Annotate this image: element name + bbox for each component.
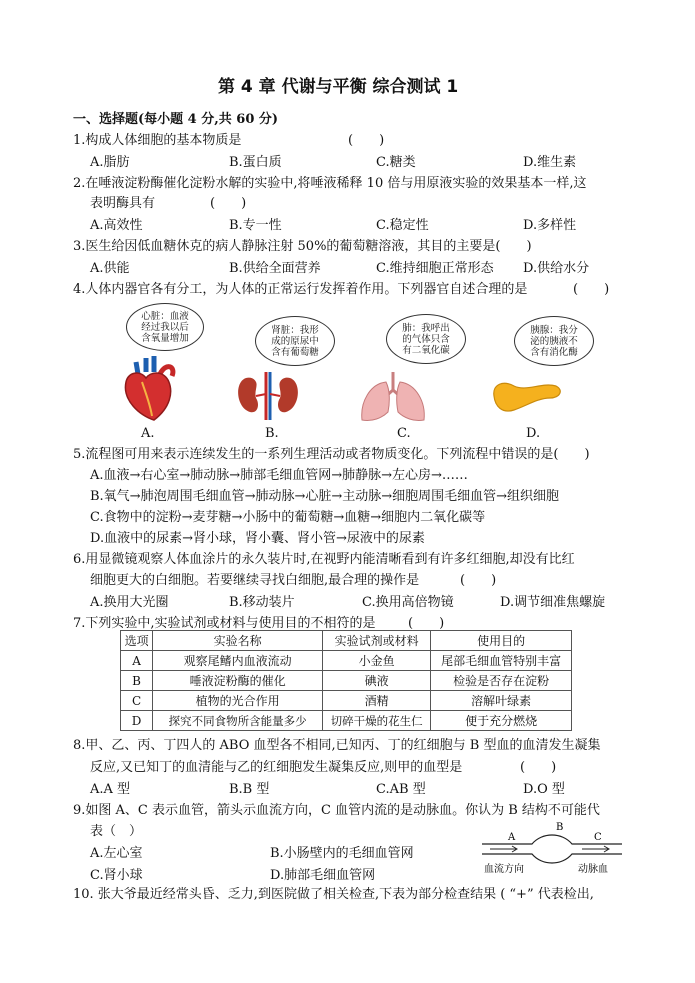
heart-icon bbox=[112, 352, 182, 422]
option-label: C. bbox=[397, 426, 411, 441]
page-title: 第 4 章 代谢与平衡 综合测试 1 bbox=[218, 77, 459, 97]
option: A.供能 bbox=[90, 261, 130, 276]
table-header: 实验试剂或材料 bbox=[323, 631, 431, 651]
question-3-stem: 3.医生给因低血糖休克的病人静脉注射 50%的葡萄糖溶液，其目的主要是( ) bbox=[73, 239, 532, 254]
table-row bbox=[121, 711, 572, 731]
answer-paren: ( ) bbox=[210, 196, 247, 211]
section-heading: 一、选择题(每小题 4 分,共 60 分) bbox=[73, 112, 279, 127]
table-cell: 溶解叶绿素 bbox=[431, 691, 572, 711]
option: C.换用高倍物镜 bbox=[362, 595, 454, 610]
lung-speech-bubble: 肺：我呼出 的气体只含 有二氧化碳 bbox=[386, 314, 466, 364]
question-8-stem: 8.甲、乙、丙、丁四人的 ABO 血型各不相同,已知丙、丁的红细胞与 B 型血的血清发生凝集 bbox=[73, 738, 601, 753]
option: C.肾小球 bbox=[90, 868, 143, 883]
option: D.血液中的尿素→肾小球，肾小囊、肾小管→尿液中的尿素 bbox=[90, 531, 425, 546]
question-2-stem-cont: 表明酶具有 bbox=[90, 196, 156, 211]
option: C.糖类 bbox=[376, 155, 416, 170]
table-cell: 检验是否存在淀粉 bbox=[431, 671, 572, 691]
table-cell: B bbox=[121, 671, 153, 691]
table-cell: C bbox=[121, 691, 153, 711]
option: B.蛋白质 bbox=[229, 155, 282, 170]
table-row bbox=[121, 671, 572, 691]
option: B.供给全面营养 bbox=[229, 261, 321, 276]
table-header: 选项 bbox=[121, 631, 153, 651]
answer-paren: ( ) bbox=[348, 133, 385, 148]
table-cell: 碘液 bbox=[323, 671, 431, 691]
experiment-table bbox=[120, 630, 572, 731]
option: B.移动装片 bbox=[229, 595, 295, 610]
table-row bbox=[121, 651, 572, 671]
option: D.O 型 bbox=[523, 782, 565, 797]
heart-speech-bubble: 心脏：血液 经过我以后 含氧量增加 bbox=[126, 303, 204, 351]
answer-paren: ( ) bbox=[573, 282, 610, 297]
question-6-stem-cont: 细胞更大的白细胞。若要继续寻找白细胞,最合理的操作是 bbox=[90, 573, 420, 588]
question-2-stem: 2.在唾液淀粉酶催化淀粉水解的实验中,将唾液稀释 10 倍与用原液实验的效果基本一样,这 bbox=[73, 176, 587, 191]
option: A.换用大光圈 bbox=[90, 595, 169, 610]
question-8-stem-cont: 反应,又已知丁的血清能与乙的红细胞发生凝集反应,则甲的血型是 bbox=[90, 760, 463, 775]
question-9-stem: 9.如图 A、C 表示血管，箭头示血流方向，C 血管内流的是动脉血。你认为 B 结构不可能代 bbox=[73, 803, 600, 818]
option: B.氧气→肺泡周围毛细血管→肺动脉→心脏→主动脉→细胞周围毛细血管→组织细胞 bbox=[90, 489, 560, 504]
question-9-stem-cont: 表（ ） bbox=[90, 824, 143, 839]
vessel-label-a: A bbox=[508, 832, 516, 843]
table-cell: 唾液淀粉酶的催化 bbox=[153, 671, 323, 691]
option: B.小肠壁内的毛细血管网 bbox=[270, 846, 414, 861]
question-1-stem: 1.构成人体细胞的基本物质是 bbox=[73, 133, 242, 148]
table-row bbox=[121, 691, 572, 711]
option: C.AB 型 bbox=[376, 782, 426, 797]
answer-paren: ( ) bbox=[408, 616, 445, 631]
table-cell: 便于充分燃烧 bbox=[431, 711, 572, 731]
option: B.专一性 bbox=[229, 218, 282, 233]
option: A.高效性 bbox=[90, 218, 143, 233]
option-label: D. bbox=[526, 426, 541, 441]
option: D.调节细准焦螺旋 bbox=[500, 595, 606, 610]
kidney-icon bbox=[236, 372, 300, 420]
answer-paren: ( ) bbox=[460, 573, 497, 588]
flow-direction-label: 血流方向 bbox=[484, 864, 524, 875]
option: C.维持细胞正常形态 bbox=[376, 261, 494, 276]
option: A.血液→右心室→肺动脉→肺部毛细血管网→肺静脉→左心房→…… bbox=[90, 468, 468, 483]
table-cell: A bbox=[121, 651, 153, 671]
option: D.维生素 bbox=[523, 155, 577, 170]
question-4-stem: 4.人体内器官各有分工，为人体的正常运行发挥着作用。下列器官自述合理的是 bbox=[73, 282, 528, 297]
table-cell: 小金鱼 bbox=[323, 651, 431, 671]
vessel-label-c: C bbox=[594, 832, 602, 843]
answer-paren: ( ) bbox=[520, 760, 557, 775]
kidney-speech-bubble: 肾脏：我形 成的原尿中 含有葡萄糖 bbox=[255, 316, 335, 366]
table-cell: 酒精 bbox=[323, 691, 431, 711]
option: B.B 型 bbox=[229, 782, 270, 797]
option: D.多样性 bbox=[523, 218, 577, 233]
table-cell: D bbox=[121, 711, 153, 731]
option: C.食物中的淀粉→麦芽糖→小肠中的葡萄糖→血糖→细胞内二氧化碳等 bbox=[90, 510, 486, 525]
table-header: 使用目的 bbox=[431, 631, 572, 651]
pancreas-speech-bubble: 胰腺：我分 泌的胰液不 含有消化酶 bbox=[514, 316, 594, 366]
option: A.左心室 bbox=[90, 846, 143, 861]
option: D.肺部毛细血管网 bbox=[270, 868, 376, 883]
blood-vessel-diagram bbox=[482, 822, 622, 878]
option: A.A 型 bbox=[90, 782, 131, 797]
lung-icon bbox=[358, 372, 428, 424]
table-header-row bbox=[121, 631, 572, 651]
pancreas-icon bbox=[490, 376, 564, 416]
question-10-stem: 10. 张大爷最近经常头昏、乏力,到医院做了相关检查,下表为部分检查结果 ( “+” 代表检出, bbox=[73, 887, 594, 902]
table-header: 实验名称 bbox=[153, 631, 323, 651]
option: D.供给水分 bbox=[523, 261, 590, 276]
table-cell: 尾部毛细血管特别丰富 bbox=[431, 651, 572, 671]
vessel-label-b: B bbox=[556, 822, 564, 833]
option: A.脂肪 bbox=[90, 155, 130, 170]
table-cell: 植物的光合作用 bbox=[153, 691, 323, 711]
option-label: A. bbox=[141, 426, 155, 441]
table-cell: 切碎干燥的花生仁 bbox=[323, 711, 431, 731]
question-6-stem: 6.用显微镜观察人体血涂片的永久装片时,在视野内能清晰看到有许多红细胞,却没有比红 bbox=[73, 552, 575, 567]
table-cell: 观察尾鳍内血液流动 bbox=[153, 651, 323, 671]
question-7-stem: 7.下列实验中,实验试剂或材料与使用目的不相符的是 bbox=[73, 616, 376, 631]
table-cell: 探究不同食物所含能量多少 bbox=[153, 711, 323, 731]
question-5-stem: 5.流程图可用来表示连续发生的一系列生理活动或者物质变化。下列流程中错误的是( ) bbox=[73, 447, 590, 462]
arterial-blood-label: 动脉血 bbox=[578, 864, 608, 875]
option-label: B. bbox=[265, 426, 279, 441]
option: C.稳定性 bbox=[376, 218, 429, 233]
